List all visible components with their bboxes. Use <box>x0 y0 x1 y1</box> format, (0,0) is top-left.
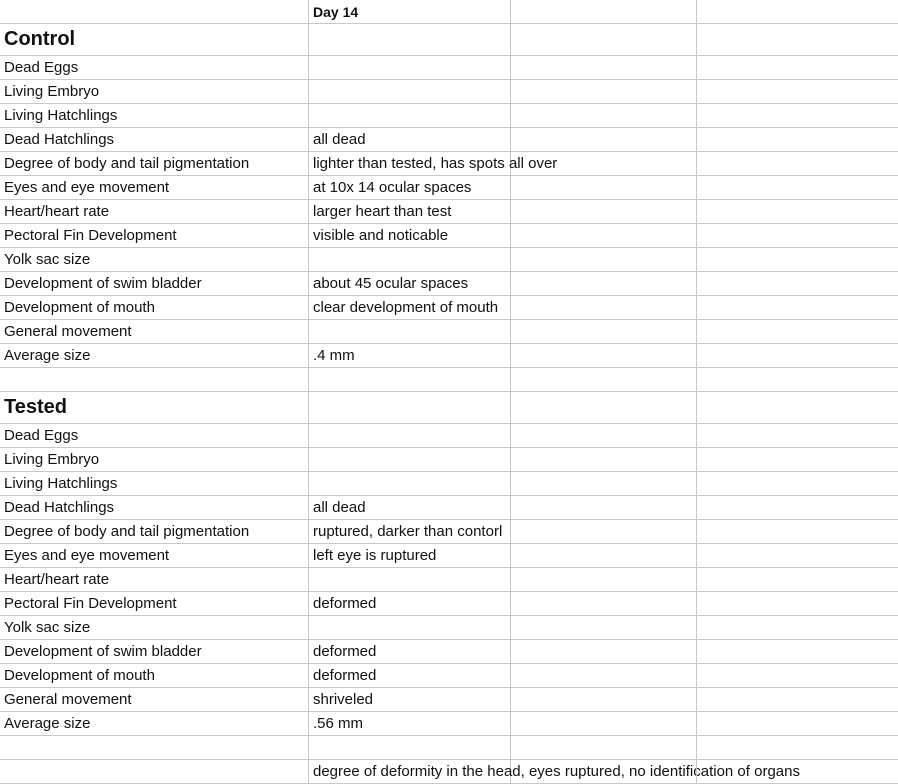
day-header-cell[interactable]: Day 14 <box>309 0 511 23</box>
empty-cell[interactable] <box>697 152 898 175</box>
row-value-cell[interactable] <box>309 80 511 103</box>
empty-cell[interactable] <box>0 368 309 391</box>
row-value-cell[interactable] <box>309 248 511 271</box>
empty-cell[interactable] <box>697 472 898 495</box>
table-row <box>0 128 898 152</box>
row-label-cell[interactable]: Living Hatchlings <box>0 472 309 495</box>
row-label-cell[interactable]: Pectoral Fin Development <box>0 224 309 247</box>
row-value-cell[interactable]: at 10x 14 ocular spaces <box>309 176 511 199</box>
table-row <box>0 664 898 688</box>
row-value-cell[interactable] <box>309 424 511 447</box>
empty-cell[interactable] <box>697 368 898 391</box>
row-value-cell[interactable]: all dead <box>309 128 511 151</box>
row-value-cell[interactable] <box>309 448 511 471</box>
empty-cell[interactable] <box>697 496 898 519</box>
empty-cell[interactable] <box>511 80 697 103</box>
row-value-cell[interactable]: larger heart than test <box>309 200 511 223</box>
table-row <box>0 104 898 128</box>
row-value-cell[interactable]: .56 mm <box>309 712 511 735</box>
row-label-cell[interactable]: Development of mouth <box>0 296 309 319</box>
empty-cell[interactable] <box>511 320 697 343</box>
empty-cell[interactable] <box>511 544 697 567</box>
empty-cell[interactable] <box>511 616 697 639</box>
row-label-cell[interactable]: Dead Eggs <box>0 56 309 79</box>
row-label-cell[interactable]: Eyes and eye movement <box>0 544 309 567</box>
empty-cell[interactable] <box>697 296 898 319</box>
empty-cell[interactable] <box>697 56 898 79</box>
row-label-cell[interactable]: Living Embryo <box>0 448 309 471</box>
row-value-cell[interactable]: visible and noticable <box>309 224 511 247</box>
empty-cell[interactable] <box>697 544 898 567</box>
table-row <box>0 176 898 200</box>
empty-cell[interactable] <box>511 24 697 55</box>
row-label-cell[interactable]: Development of swim bladder <box>0 640 309 663</box>
empty-cell[interactable] <box>697 568 898 591</box>
row-label-cell[interactable]: Degree of body and tail pigmentation <box>0 520 309 543</box>
empty-cell[interactable] <box>511 496 697 519</box>
section-title-row <box>0 24 898 56</box>
row-value-cell[interactable]: left eye is ruptured <box>309 544 511 567</box>
section-title-row <box>0 392 898 424</box>
empty-cell[interactable] <box>511 128 697 151</box>
header-row <box>0 0 898 24</box>
table-row <box>0 616 898 640</box>
empty-cell[interactable] <box>511 760 697 783</box>
empty-cell[interactable] <box>511 736 697 759</box>
table-row <box>0 248 898 272</box>
empty-cell[interactable] <box>511 272 697 295</box>
table-row <box>0 592 898 616</box>
empty-cell[interactable] <box>511 448 697 471</box>
table-row <box>0 688 898 712</box>
row-value-cell[interactable]: lighter than tested, has spots all over <box>309 152 511 175</box>
row-value-cell[interactable] <box>309 568 511 591</box>
empty-cell[interactable] <box>511 664 697 687</box>
table-row <box>0 320 898 344</box>
empty-cell[interactable] <box>511 248 697 271</box>
row-label-cell[interactable]: Degree of body and tail pigmentation <box>0 152 309 175</box>
empty-cell[interactable] <box>511 520 697 543</box>
row-value-cell[interactable] <box>309 472 511 495</box>
empty-cell[interactable] <box>697 736 898 759</box>
row-label-cell[interactable]: Heart/heart rate <box>0 200 309 223</box>
row-label-cell[interactable]: Development of swim bladder <box>0 272 309 295</box>
table-row <box>0 56 898 80</box>
empty-cell[interactable] <box>309 24 511 55</box>
empty-cell[interactable] <box>697 520 898 543</box>
row-label-cell[interactable]: Average size <box>0 712 309 735</box>
empty-cell[interactable] <box>697 424 898 447</box>
table-row <box>0 496 898 520</box>
empty-cell[interactable] <box>511 104 697 127</box>
empty-cell[interactable] <box>697 224 898 247</box>
section-title-cell[interactable]: Control <box>0 24 309 55</box>
table-row <box>0 272 898 296</box>
empty-cell[interactable] <box>0 760 309 783</box>
empty-cell[interactable] <box>309 392 511 423</box>
row-label-cell[interactable]: Living Embryo <box>0 80 309 103</box>
row-label-cell[interactable]: Pectoral Fin Development <box>0 592 309 615</box>
row-value-cell[interactable] <box>309 104 511 127</box>
empty-cell[interactable] <box>511 224 697 247</box>
empty-cell[interactable] <box>309 368 511 391</box>
empty-cell[interactable] <box>511 56 697 79</box>
table-row <box>0 520 898 544</box>
empty-cell[interactable] <box>697 104 898 127</box>
table-row <box>0 448 898 472</box>
empty-cell[interactable] <box>697 80 898 103</box>
empty-cell[interactable] <box>697 128 898 151</box>
empty-cell[interactable] <box>511 712 697 735</box>
row-value-cell[interactable]: about 45 ocular spaces <box>309 272 511 295</box>
row-value-cell[interactable]: clear development of mouth <box>309 296 511 319</box>
empty-cell[interactable] <box>697 272 898 295</box>
empty-cell[interactable] <box>511 368 697 391</box>
empty-cell[interactable] <box>697 24 898 55</box>
empty-cell[interactable] <box>511 640 697 663</box>
empty-cell[interactable] <box>511 176 697 199</box>
row-label-cell[interactable]: Development of mouth <box>0 664 309 687</box>
empty-cell[interactable] <box>697 592 898 615</box>
table-row <box>0 424 898 448</box>
empty-cell[interactable] <box>511 424 697 447</box>
empty-cell[interactable] <box>511 152 697 175</box>
empty-cell[interactable] <box>511 472 697 495</box>
empty-cell[interactable] <box>697 640 898 663</box>
empty-cell[interactable] <box>511 200 697 223</box>
table-row <box>0 344 898 368</box>
table-row <box>0 472 898 496</box>
row-value-cell[interactable]: deformed <box>309 640 511 663</box>
empty-cell[interactable] <box>697 688 898 711</box>
table-row <box>0 80 898 104</box>
empty-cell[interactable] <box>697 344 898 367</box>
row-value-cell[interactable]: shriveled <box>309 688 511 711</box>
row-label-cell[interactable]: Yolk sac size <box>0 616 309 639</box>
table-row <box>0 152 898 176</box>
row-label-cell[interactable]: Average size <box>0 344 309 367</box>
table-row <box>0 200 898 224</box>
empty-cell[interactable] <box>697 712 898 735</box>
footer-note-cell[interactable]: degree of deformity in the head, eyes ruptured, no identification of organs <box>309 760 511 783</box>
empty-cell[interactable] <box>697 760 898 783</box>
row-value-cell[interactable]: all dead <box>309 496 511 519</box>
empty-cell[interactable] <box>697 0 898 23</box>
row-value-cell[interactable]: deformed <box>309 664 511 687</box>
table-row <box>0 568 898 592</box>
spacer-row <box>0 736 898 760</box>
empty-cell[interactable] <box>697 248 898 271</box>
empty-cell[interactable] <box>697 664 898 687</box>
table-row <box>0 224 898 248</box>
empty-cell[interactable] <box>697 448 898 471</box>
table-row <box>0 712 898 736</box>
row-label-cell[interactable]: Dead Eggs <box>0 424 309 447</box>
footer-note-row <box>0 760 898 784</box>
empty-cell[interactable] <box>511 392 697 423</box>
row-label-cell[interactable]: Living Hatchlings <box>0 104 309 127</box>
row-label-cell[interactable]: Eyes and eye movement <box>0 176 309 199</box>
row-label-cell[interactable]: Yolk sac size <box>0 248 309 271</box>
row-value-cell[interactable]: ruptured, darker than contorl <box>309 520 511 543</box>
empty-cell[interactable] <box>697 616 898 639</box>
empty-cell[interactable] <box>697 320 898 343</box>
empty-cell[interactable] <box>511 296 697 319</box>
row-label-cell[interactable]: Dead Hatchlings <box>0 496 309 519</box>
empty-cell[interactable] <box>697 176 898 199</box>
empty-cell[interactable] <box>511 688 697 711</box>
table-row <box>0 544 898 568</box>
empty-cell[interactable] <box>697 392 898 423</box>
empty-cell[interactable] <box>0 0 309 23</box>
empty-cell[interactable] <box>309 736 511 759</box>
empty-cell[interactable] <box>511 344 697 367</box>
empty-cell[interactable] <box>511 592 697 615</box>
row-value-cell[interactable]: .4 mm <box>309 344 511 367</box>
row-label-cell[interactable]: General movement <box>0 688 309 711</box>
row-label-cell[interactable]: General movement <box>0 320 309 343</box>
empty-cell[interactable] <box>697 200 898 223</box>
spacer-row <box>0 368 898 392</box>
row-value-cell[interactable]: deformed <box>309 592 511 615</box>
empty-cell[interactable] <box>0 736 309 759</box>
row-label-cell[interactable]: Heart/heart rate <box>0 568 309 591</box>
empty-cell[interactable] <box>511 568 697 591</box>
row-value-cell[interactable] <box>309 616 511 639</box>
section-title-cell[interactable]: Tested <box>0 392 309 423</box>
table-row <box>0 640 898 664</box>
row-value-cell[interactable] <box>309 320 511 343</box>
row-value-cell[interactable] <box>309 56 511 79</box>
table-row <box>0 296 898 320</box>
row-label-cell[interactable]: Dead Hatchlings <box>0 128 309 151</box>
empty-cell[interactable] <box>511 0 697 23</box>
